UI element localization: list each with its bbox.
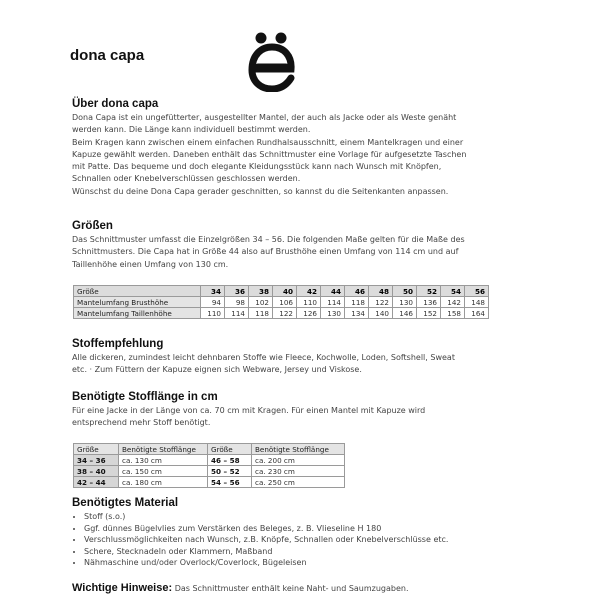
size-col-header: 34 <box>201 286 225 297</box>
table-row <box>74 455 345 466</box>
list-item: • Nähmaschine und/oder Overlock/Coverlock, Bügeleisen <box>84 557 572 569</box>
size-table <box>73 285 489 319</box>
fabric-col-size: Größe <box>74 444 119 455</box>
table-cell: 98 <box>225 297 249 308</box>
material-list <box>72 511 572 569</box>
about-line: mit Patte. Das bequeme und doch elegante Kleidungsstück kann nach Wunsch mit Knöpfen, <box>72 162 442 172</box>
list-item: • Ggf. dünnes Bügelvlies zum Verstärken des Beleges, z. B. Vlieseline H 180 <box>84 523 572 535</box>
important-note <box>72 582 409 594</box>
table-cell: 122 <box>273 308 297 319</box>
table-row <box>74 308 489 319</box>
table-cell: 94 <box>201 297 225 308</box>
table-cell: 118 <box>249 308 273 319</box>
about-line: Dona Capa ist ein ungefütterter, ausgestellter Mantel, der auch als Jacke oder als Weste genäht <box>72 113 457 122</box>
brand-logo-icon <box>244 30 300 92</box>
fabric-table-header-row <box>74 444 345 455</box>
material-heading: Benötigtes Material <box>72 497 179 509</box>
list-item: • Verschlussmöglichkeiten nach Wunsch, z.B. Knöpfe, Schnallen oder Knebelverschlüsse etc. <box>84 534 572 546</box>
fabric-length-cell: ca. 130 cm <box>119 455 208 466</box>
size-col-header: 36 <box>225 286 249 297</box>
size-col-header: 42 <box>297 286 321 297</box>
size-col-header: 40 <box>273 286 297 297</box>
size-col-header: 50 <box>393 286 417 297</box>
table-cell: 110 <box>297 297 321 308</box>
row-label: Mantelumfang Brusthöhe <box>74 297 201 308</box>
table-cell: 136 <box>417 297 441 308</box>
about-line: Kapuze gewählt werden. Daneben enthält das Schnittmuster eine Vorlage für aufgesetzte Taschen <box>72 149 467 159</box>
fabric-length-cell: ca. 250 cm <box>252 477 345 488</box>
fabric-recommendation-section <box>72 338 572 377</box>
table-row <box>74 466 345 477</box>
fabric-rec-line: etc. · Zum Füttern der Kapuze eignen sich Webware, Jersey und Viskose. <box>72 365 362 375</box>
fabric-length-section <box>72 391 572 430</box>
size-col-header: 56 <box>465 286 489 297</box>
table-cell: 142 <box>441 297 465 308</box>
sizes-line: Schnittmusters. Die Capa hat in Größe 44 also auf Brusthöhe einen Umfang von 114 cm und auf <box>72 247 459 257</box>
table-cell: 106 <box>273 297 297 308</box>
about-heading: Über dona capa <box>72 98 159 110</box>
about-section <box>72 98 572 198</box>
about-line: Beim Kragen kann zwischen einem einfachen Rundhalsausschnitt, einem Mantelkragen und einer <box>72 137 464 147</box>
list-item: • Stoff (s.o.) <box>84 511 572 523</box>
fabric-length-cell: ca. 200 cm <box>252 455 345 466</box>
fabric-table-wrap <box>73 443 573 488</box>
sizes-line: Das Schnittmuster umfasst die Einzelgrößen 34 – 56. Die folgenden Maße gelten für die Maße des <box>72 235 465 244</box>
sizes-section <box>72 220 572 271</box>
about-line: Wünschst du deine Dona Capa gerader geschnitten, so kannst du die Seitenkanten anpassen. <box>72 186 449 196</box>
fabric-len-line: Für eine Jacke in der Länge von ca. 70 cm mit Kragen. Für einen Mantel mit Kapuze wird <box>72 406 426 415</box>
table-cell: 114 <box>225 308 249 319</box>
size-col-header: 48 <box>369 286 393 297</box>
fabric-len-heading: Benötigte Stofflänge in cm <box>72 391 218 403</box>
fabric-size-cell: 50 – 52 <box>208 466 252 477</box>
size-col-header: 38 <box>249 286 273 297</box>
table-row <box>74 297 489 308</box>
fabric-size-cell: 54 – 56 <box>208 477 252 488</box>
fabric-col-length: Benötigte Stofflänge <box>252 444 345 455</box>
sizes-line: Taillenhöhe einen Umfang von 130 cm. <box>72 259 229 269</box>
document-title: dona capa <box>70 47 145 64</box>
size-col-header: 54 <box>441 286 465 297</box>
table-row <box>74 477 345 488</box>
size-table-wrap <box>73 285 573 319</box>
table-cell: 130 <box>321 308 345 319</box>
row-label: Mantelumfang Taillenhöhe <box>74 308 201 319</box>
list-item: • Schere, Stecknadeln oder Klammern, Maßband <box>84 546 572 558</box>
fabric-length-cell: ca. 150 cm <box>119 466 208 477</box>
table-cell: 118 <box>345 297 369 308</box>
note-heading: Wichtige Hinweise: <box>72 582 173 594</box>
about-line: werden kann. Die Länge kann individuell bestimmt werden. <box>72 125 311 135</box>
fabric-size-cell: 34 – 36 <box>74 455 119 466</box>
table-cell: 158 <box>441 308 465 319</box>
fabric-col-size: Größe <box>208 444 252 455</box>
table-cell: 140 <box>369 308 393 319</box>
size-table-header-row <box>74 286 489 297</box>
fabric-length-cell: ca. 230 cm <box>252 466 345 477</box>
fabric-col-length: Benötigte Stofflänge <box>119 444 208 455</box>
fabric-len-line: entsprechend mehr Stoff benötigt. <box>72 418 211 428</box>
note-text: Das Schnittmuster enthält keine Naht- und Saumzugaben. <box>174 584 409 593</box>
fabric-rec-heading: Stoffempfehlung <box>72 338 164 350</box>
fabric-size-cell: 46 – 58 <box>208 455 252 466</box>
fabric-length-cell: ca. 180 cm <box>119 477 208 488</box>
size-header-label: Größe <box>74 286 201 297</box>
table-cell: 114 <box>321 297 345 308</box>
sizes-heading: Größen <box>72 220 113 232</box>
table-cell: 130 <box>393 297 417 308</box>
table-cell: 148 <box>465 297 489 308</box>
fabric-rec-line: Alle dickeren, zumindest leicht dehnbaren Stoffe wie Fleece, Kochwolle, Loden, Softshell, Sweat <box>72 353 455 362</box>
size-col-header: 46 <box>345 286 369 297</box>
table-cell: 164 <box>465 308 489 319</box>
size-col-header: 44 <box>321 286 345 297</box>
table-cell: 122 <box>369 297 393 308</box>
size-col-header: 52 <box>417 286 441 297</box>
fabric-length-table <box>73 443 345 488</box>
table-cell: 134 <box>345 308 369 319</box>
table-cell: 102 <box>249 297 273 308</box>
table-cell: 110 <box>201 308 225 319</box>
material-section <box>72 497 572 569</box>
fabric-size-cell: 42 – 44 <box>74 477 119 488</box>
about-line: Schnallen oder Knebelverschlüssen geschlossen werden. <box>72 174 301 184</box>
fabric-size-cell: 38 – 40 <box>74 466 119 477</box>
table-cell: 126 <box>297 308 321 319</box>
table-cell: 152 <box>417 308 441 319</box>
table-cell: 146 <box>393 308 417 319</box>
